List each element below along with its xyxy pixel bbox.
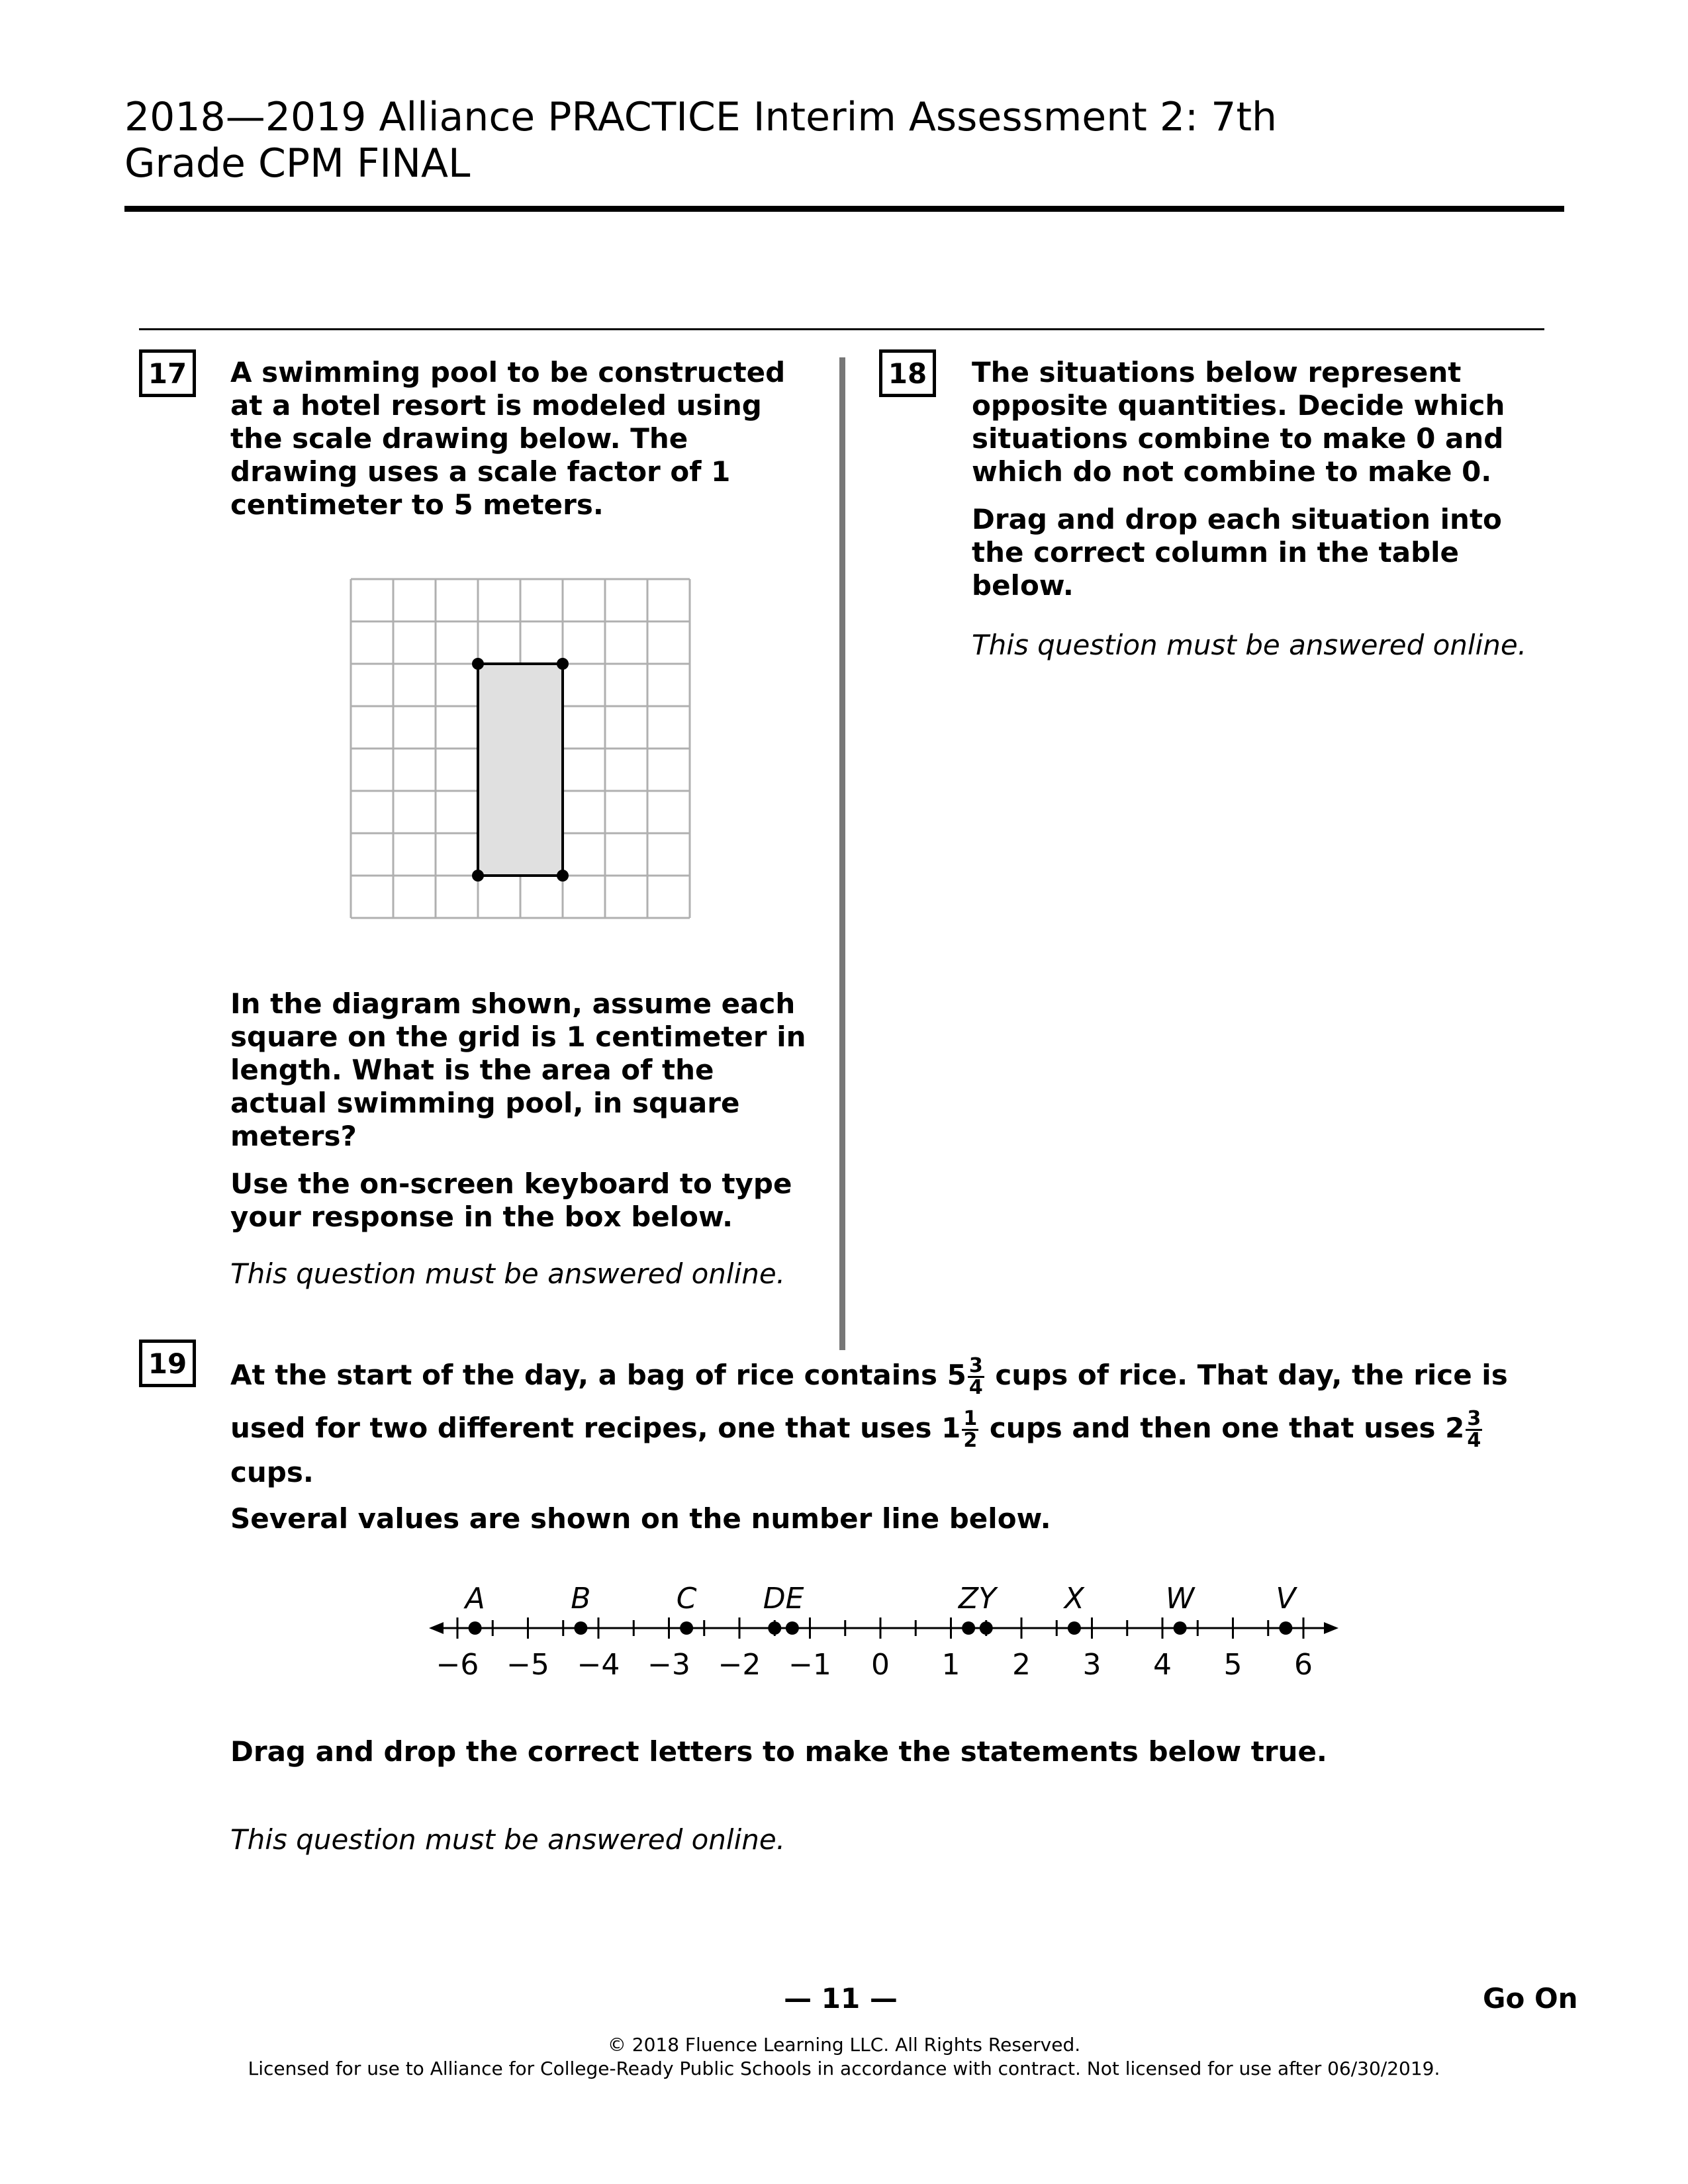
q19-text-part5: cups.	[230, 1456, 314, 1488]
go-on-label: Go On	[1483, 1982, 1578, 2015]
tick-label: −3	[647, 1648, 690, 1682]
fraction-one-half	[962, 1409, 978, 1451]
point-d	[768, 1621, 781, 1635]
point-b	[574, 1621, 587, 1635]
q17-question	[230, 987, 813, 1248]
point-c	[680, 1621, 693, 1635]
point-x	[1068, 1621, 1081, 1635]
column-divider	[839, 357, 845, 1350]
tick-label: −5	[506, 1648, 549, 1682]
q18-instruction: Drag and drop each situation into the correct column in the table below.	[972, 503, 1502, 602]
q19-number-line	[424, 1575, 1350, 1694]
point-label: A	[465, 1582, 485, 1615]
q17-prompt	[230, 356, 813, 536]
page-title	[124, 94, 1515, 187]
point-label: B	[571, 1582, 591, 1615]
tick-label: 5	[1223, 1648, 1243, 1682]
right-arrow-icon	[1324, 1622, 1338, 1634]
section-rule	[139, 328, 1544, 330]
tick-label: −1	[788, 1648, 831, 1682]
q17-instruction: Use the on-screen keyboard to type your response in the box below.	[230, 1167, 792, 1233]
q17-prompt-text: A swimming pool to be constructed at a hotel resort is modeled using the scale drawing below. The drawing uses a scale factor of 1 centimeter to 5 meters.	[230, 356, 786, 521]
title-line-1: 2018—2019 Alliance PRACTICE Interim Assessment 2: 7th	[124, 94, 1278, 140]
question-number-19: 19	[139, 1340, 196, 1387]
corner-point	[557, 658, 569, 670]
question-number-18: 18	[879, 349, 936, 397]
q18-online-note: This question must be answered online.	[972, 629, 1527, 661]
q19-text-part2: cups of rice. That day, the rice is	[995, 1359, 1508, 1391]
point-label: V	[1276, 1582, 1296, 1615]
question-number-17: 17	[139, 349, 196, 397]
fraction-numerator: 1	[963, 1407, 978, 1430]
q19-instruction: Drag and drop the correct letters to make the statements below true.	[230, 1735, 1327, 1768]
q17-scale-drawing	[344, 572, 702, 930]
q17-question-text: In the diagram shown, assume each square on the grid is 1 centimeter in length. What is the area of the actual swimming pool, in square meters?	[230, 987, 806, 1152]
q19-number-line-intro: Several values are shown on the number line below.	[230, 1502, 1051, 1535]
tick-label: −2	[718, 1648, 761, 1682]
q19-line-2	[230, 1402, 1541, 1455]
point-label: ZY	[958, 1582, 996, 1615]
title-line-2: Grade CPM FINAL	[124, 140, 471, 187]
fraction-denominator: 2	[963, 1429, 978, 1452]
q19-prompt	[230, 1349, 1541, 1455]
q18-prompt	[972, 356, 1554, 617]
license-notice: Licensed for use to Alliance for College-Ready Public Schools in accordance with contract. Not licensed for use after 06/30/2019.	[248, 2058, 1440, 2079]
corner-point	[472, 870, 484, 882]
fraction-three-fourths-2	[1466, 1409, 1482, 1451]
fraction-numerator: 3	[968, 1354, 983, 1377]
q19-text-part1: At the start of the day, a bag of rice contains 5	[230, 1359, 966, 1391]
point-w	[1174, 1621, 1187, 1635]
fraction-denominator: 4	[1467, 1429, 1481, 1452]
q17-online-note: This question must be answered online.	[230, 1257, 786, 1290]
copyright-notice: © 2018 Fluence Learning LLC. All Rights Reserved.	[607, 2034, 1081, 2056]
q19-line-1	[230, 1349, 1541, 1402]
tick-label: 4	[1153, 1648, 1172, 1682]
fraction-denominator: 4	[968, 1376, 983, 1399]
point-label: DE	[763, 1582, 804, 1615]
corner-point	[472, 658, 484, 670]
point-label: W	[1165, 1582, 1195, 1615]
pool-rectangle	[478, 664, 563, 876]
point-y	[980, 1621, 993, 1635]
number-line-group	[429, 1582, 1338, 1682]
q19-text-part3: used for two different recipes, one that uses 1	[230, 1412, 961, 1444]
page-number: — 11 —	[784, 1982, 898, 2015]
fraction-three-fourths	[968, 1356, 984, 1398]
header-rule	[124, 206, 1564, 212]
tick-label: 1	[941, 1648, 961, 1682]
left-arrow-icon	[429, 1622, 444, 1634]
tick-label: −4	[577, 1648, 620, 1682]
q18-prompt-text: The situations below represent opposite quantities. Decide which situations combine to make 0 and which do not combine to make 0.	[972, 356, 1505, 488]
q19-text-part4: cups and then one that uses 2	[989, 1412, 1465, 1444]
tick-label: 2	[1012, 1648, 1031, 1682]
point-label: C	[676, 1582, 697, 1615]
point-a	[469, 1621, 482, 1635]
point-e	[786, 1621, 799, 1635]
point-v	[1279, 1621, 1292, 1635]
q19-continuation	[230, 1456, 1541, 1535]
fraction-numerator: 3	[1467, 1407, 1481, 1430]
corner-point	[557, 870, 569, 882]
tick-label: 6	[1294, 1648, 1313, 1682]
point-label: X	[1064, 1582, 1084, 1615]
tick-label: 3	[1082, 1648, 1102, 1682]
tick-label: 0	[871, 1648, 890, 1682]
q19-online-note: This question must be answered online.	[230, 1823, 786, 1856]
tick-label: −6	[436, 1648, 479, 1682]
point-z	[962, 1621, 975, 1635]
